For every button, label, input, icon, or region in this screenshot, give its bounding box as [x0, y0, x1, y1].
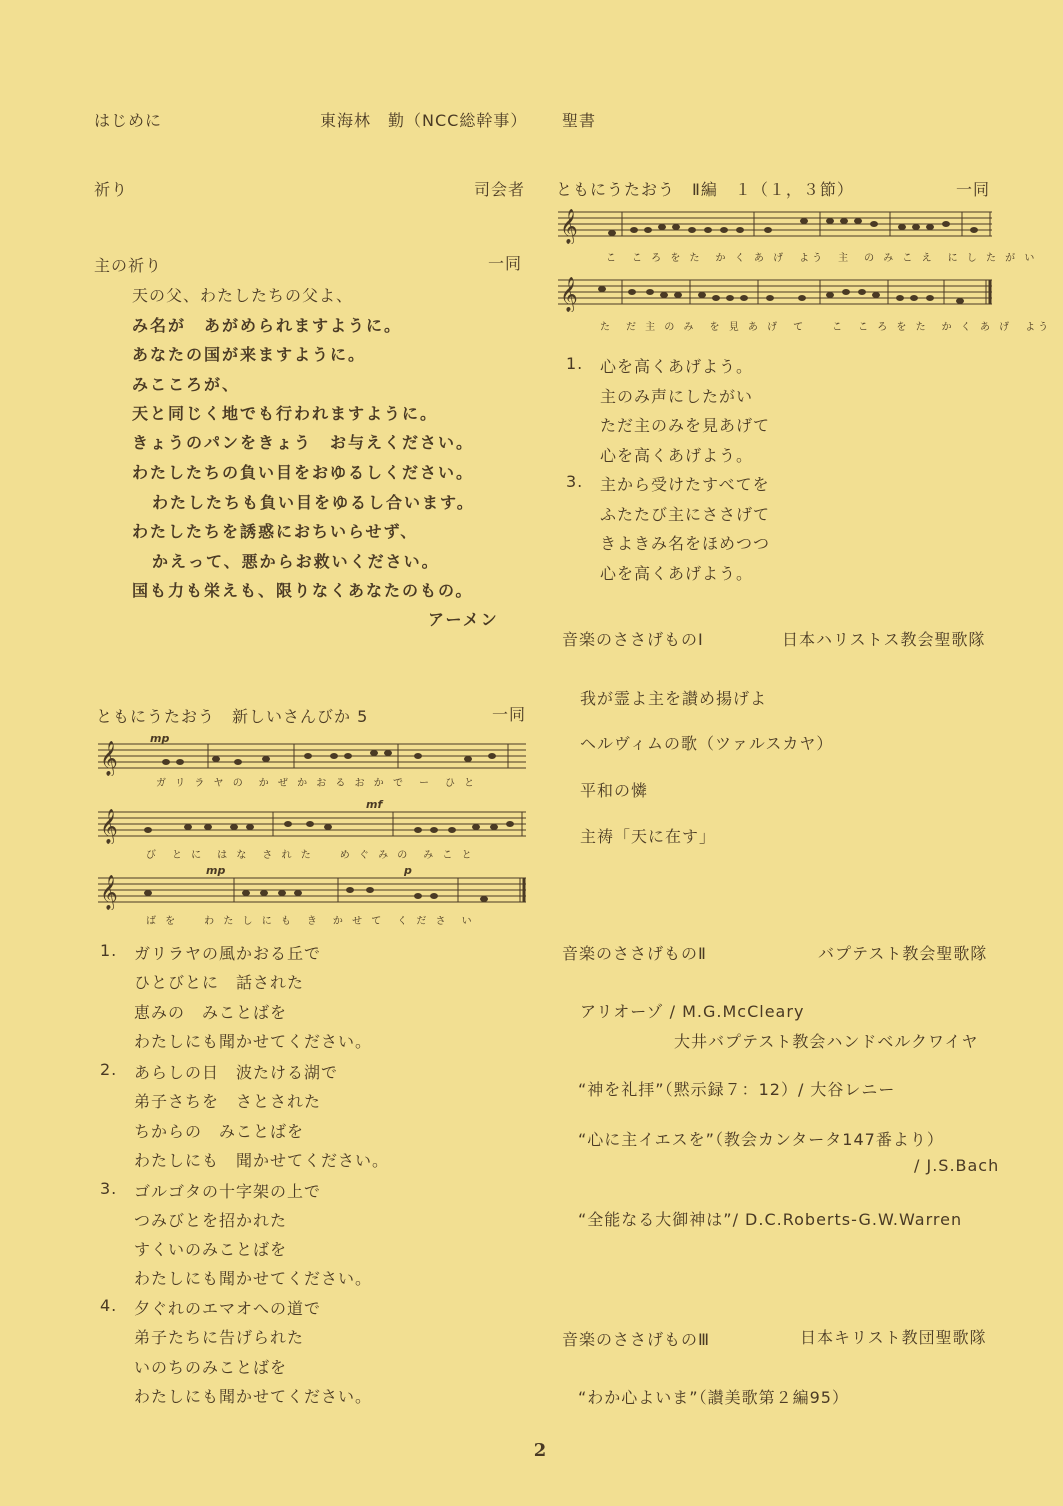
verse-line: ひとびとに 話された [134, 973, 305, 992]
svg-text:𝄞: 𝄞 [100, 809, 118, 844]
hymn1-lyric-row: ガ リ ラ ヤ の か ぜ か お る お か で ー ひ と [156, 778, 478, 789]
verse-line: 心を高くあげよう。 [600, 357, 754, 376]
verse-line: 夕ぐれのエマオへの道で [134, 1299, 322, 1318]
dynamic-mark: mp [150, 736, 170, 745]
dynamic-mark: mp [206, 866, 226, 877]
verse-line: 主から受けたすべてを [600, 475, 770, 494]
intro-title: はじめに [94, 111, 163, 130]
music1-item: ヘルヴィムの歌（ツァルスカヤ） [580, 734, 834, 753]
intro-item: 聖書 [562, 111, 597, 130]
hymn2-by: 一同 [956, 180, 991, 199]
page-number: 2 [533, 1440, 547, 1461]
hymn1-staff-2 [98, 800, 528, 844]
hymn2-lyric-row: こ こ ろ を た か く あ げ よう 主 の み こ え に し た が い [606, 253, 1038, 264]
music2-item: アリオーゾ / M.G.McCleary [580, 1002, 805, 1021]
verse-line: つみびとを招かれた [134, 1211, 288, 1230]
verse-line: ちからの みことばを [134, 1122, 305, 1141]
hymn2-lyric-row: た だ 主 の み を 見 あ げ て こ こ ろ を た か く あ げ よう [600, 322, 1052, 333]
verse-line: わたしにも聞かせてください。 [134, 1387, 373, 1406]
svg-text:𝄞: 𝄞 [100, 741, 118, 776]
lords-prayer-line: きょうのパンをきょう お与えください。 [132, 433, 475, 452]
verse-line: すくいのみことばを [134, 1240, 288, 1259]
music3-title: 音楽のささげものⅢ [562, 1330, 711, 1349]
music3-item: “わか心よいま”（讃美歌第２編95） [578, 1388, 849, 1407]
lords-prayer-line: わたしたちも負い目をゆるし合います。 [152, 493, 475, 512]
hymn1-by: 一同 [492, 705, 527, 724]
lords-prayer-title: 主の祈り [94, 256, 163, 275]
svg-text:𝄞: 𝄞 [560, 209, 578, 244]
verse-number: 4. [100, 1296, 118, 1315]
music2-item: “神を礼拝”（黙示録７：12）/ 大谷レニー [578, 1080, 896, 1099]
verse-number: 3. [100, 1179, 118, 1198]
verse-line: わたしにも聞かせてください。 [134, 1269, 373, 1288]
music2-item-performer: 大井バプテスト教会ハンドベルクワイヤ [674, 1032, 979, 1051]
music1-choir: 日本ハリストス教会聖歌隊 [782, 630, 986, 649]
music2-item: “全能なる大御神は”/ D.C.Roberts-G.W.Warren [578, 1210, 963, 1229]
hymn2-staff-1 [558, 204, 994, 244]
music2-title: 音楽のささげものⅡ [562, 944, 707, 963]
lords-prayer-by: 一同 [488, 254, 523, 273]
verse-line: 心を高くあげよう。 [600, 446, 754, 465]
music2-item: “心に主イエスを”（教会カンタータ147番より） [578, 1130, 944, 1149]
verse-number: 3. [566, 472, 584, 491]
verse-line: 主のみ声にしたがい [600, 387, 754, 406]
lords-prayer-line: み名が あがめられますように。 [132, 316, 403, 335]
hymn1-staff-3 [98, 866, 528, 910]
lords-prayer-line: かえって、悪からお救いください。 [152, 552, 440, 571]
amen: アーメン [428, 610, 499, 629]
hymn1-staff-1 [98, 736, 528, 776]
lords-prayer-line: わたしたちの負い目をおゆるしください。 [132, 463, 475, 482]
verse-number: 1. [566, 354, 584, 373]
hymn1-title: ともにうたおう 新しいさんびか 5 [96, 707, 369, 726]
lords-prayer-line: 国も力も栄えも、限りなくあなたのもの。 [132, 581, 474, 600]
lords-prayer-line: あなたの国が来ますように。 [132, 345, 367, 364]
verse-line: きよきみ名をほめつつ [600, 534, 771, 553]
verse-line: 弟子たちに告げられた [134, 1328, 305, 1347]
verse-line: ゴルゴタの十字架の上で [134, 1182, 322, 1201]
intro-speaker: 東海林 勤（NCC総幹事） [320, 111, 528, 130]
verse-line: ふたたび主にささげて [600, 505, 771, 524]
music1-title: 音楽のささげものⅠ [562, 630, 704, 649]
verse-number: 1. [100, 941, 118, 960]
prayer-title: 祈り [94, 180, 129, 199]
lords-prayer-line: みこころが、 [132, 375, 241, 394]
verse-line: 心を高くあげよう。 [600, 564, 754, 583]
lords-prayer-line: 天と同じく地でも行われますように。 [132, 404, 439, 423]
music3-choir: 日本キリスト教団聖歌隊 [800, 1328, 987, 1347]
verse-line: わたしにも聞かせてください。 [134, 1032, 373, 1051]
verse-line: 恵みの みことばを [134, 1003, 288, 1022]
lords-prayer-line: 天の父、わたしたちの父よ、 [132, 286, 354, 305]
verse-line: いのちのみことばを [134, 1358, 288, 1377]
verse-number: 2. [100, 1060, 118, 1079]
svg-text:𝄞: 𝄞 [560, 277, 578, 312]
music1-item: 我が霊よ主を讃め揚げよ [580, 689, 768, 708]
music2-item-composer: / J.S.Bach [914, 1156, 1000, 1175]
music1-item: 平和の憐 [580, 781, 649, 800]
hymn1-lyric-row: ば を わ た し に も き か せ て く だ さ い [146, 916, 475, 927]
hymn2-staff-2 [558, 272, 994, 312]
prayer-leader: 司会者 [474, 180, 526, 199]
lords-prayer-line: わたしたちを誘惑におちいらせず、 [132, 522, 419, 541]
verse-line: 弟子さちを さとされた [134, 1092, 322, 1111]
verse-line: ただ主のみを見あげて [600, 416, 771, 435]
hymn1-lyric-row: び と に は な さ れ た め ぐ み の み こ と [146, 850, 475, 861]
verse-line: あらしの日 波たける湖で [134, 1063, 339, 1082]
music2-choir: バプテスト教会聖歌隊 [818, 944, 988, 963]
verse-line: わたしにも 聞かせてください。 [134, 1151, 390, 1170]
dynamic-mark: p [404, 866, 412, 877]
svg-text:𝄞: 𝄞 [100, 875, 118, 910]
hymn2-title: ともにうたおう Ⅱ編 １（１，３節） [556, 180, 854, 199]
dynamic-mark: mf [366, 800, 383, 811]
verse-line: ガリラヤの風かおる丘で [134, 944, 322, 963]
music1-item: 主祷「天に在す」 [580, 827, 717, 846]
